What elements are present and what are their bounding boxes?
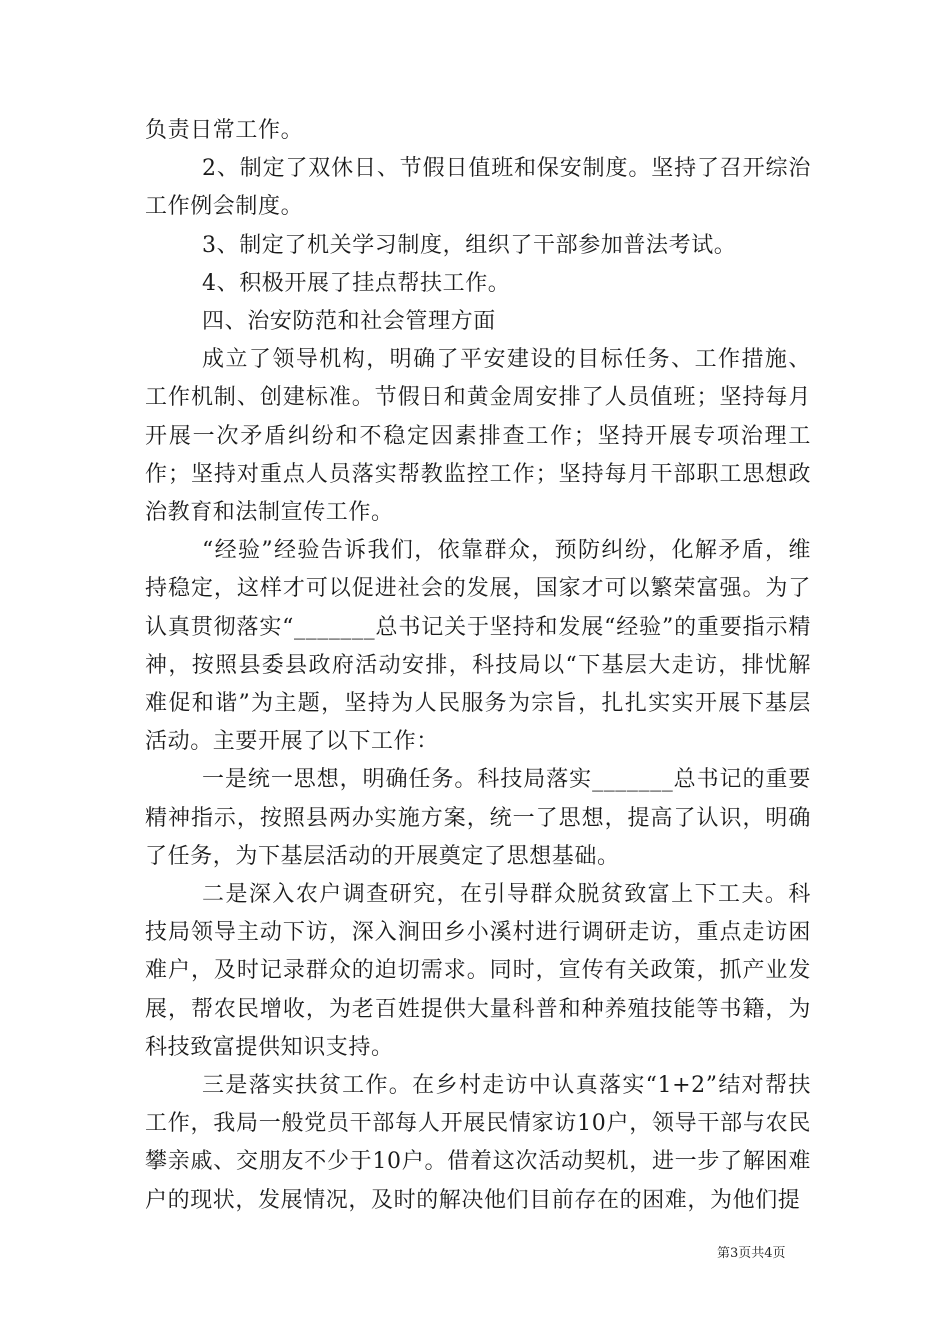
paragraph: 二是深入农户调查研究，在引导群众脱贫致富上下工夫。科技局领导主动下访，深入涧田乡小溪村进行调研走访，重点走访困难户，及时记录群众的迫切需求。同时，宣传有关政策，抓产业发展，帮农民增收，为老百姓提供大量科普和种养殖技能等书籍，为科技致富提供知识支持。 [145, 882, 811, 1060]
section-heading: 四、治安防范和社会管理方面 [202, 309, 496, 335]
paragraph: “经验”经验告诉我们，依靠群众，预防纠纷，化解矛盾，维持稳定，这样才可以促进社会的发展，国家才可以繁荣富强。为了认真贯彻落实“_______总书记关于坚持和发展“经验”的重要指示精神，按照县委县政府活动安排，科技局以“下基层大走访，排忧解难促和谐”为主题，坚持为人民服务为宗旨，扎扎实实开展下基层活动。主要开展了以下工作： [145, 538, 811, 755]
paragraph: 2、制定了双休日、节假日值班和保安制度。坚持了召开综治工作例会制度。 [145, 156, 811, 220]
paragraph: 4、积极开展了挂点帮扶工作。 [202, 270, 511, 296]
document-body [145, 112, 811, 1220]
paragraph: 成立了领导机构，明确了平安建设的目标任务、工作措施、工作机制、创建标准。节假日和黄金周安排了人员值班；坚持每月开展一次矛盾纠纷和不稳定因素排查工作；坚持开展专项治理工作；坚持对重点人员落实帮教监控工作；坚持每月干部职工思想政治教育和法制宣传工作。 [145, 347, 811, 526]
page-number: 第3页共4页 [717, 1246, 786, 1261]
paragraph: 3、制定了机关学习制度，组织了干部参加普法考试。 [202, 232, 737, 258]
paragraph: 一是统一思想，明确任务。科技局落实_______总书记的重要精神指示，按照县两办实施方案，统一了思想，提高了认识，明确了任务，为下基层活动的开展奠定了思想基础。 [145, 767, 811, 869]
paragraph: 负责日常工作。 [145, 118, 304, 143]
paragraph: 三是落实扶贫工作。在乡村走访中认真落实“1+2”结对帮扶工作，我局一般党员干部每人开展民情家访10户，领导干部与农民攀亲戚、交朋友不少于10户。借着这次活动契机，进一步了解困难户的现状，发展情况，及时的解决他们目前存在的困难，为他们提 [145, 1073, 811, 1213]
